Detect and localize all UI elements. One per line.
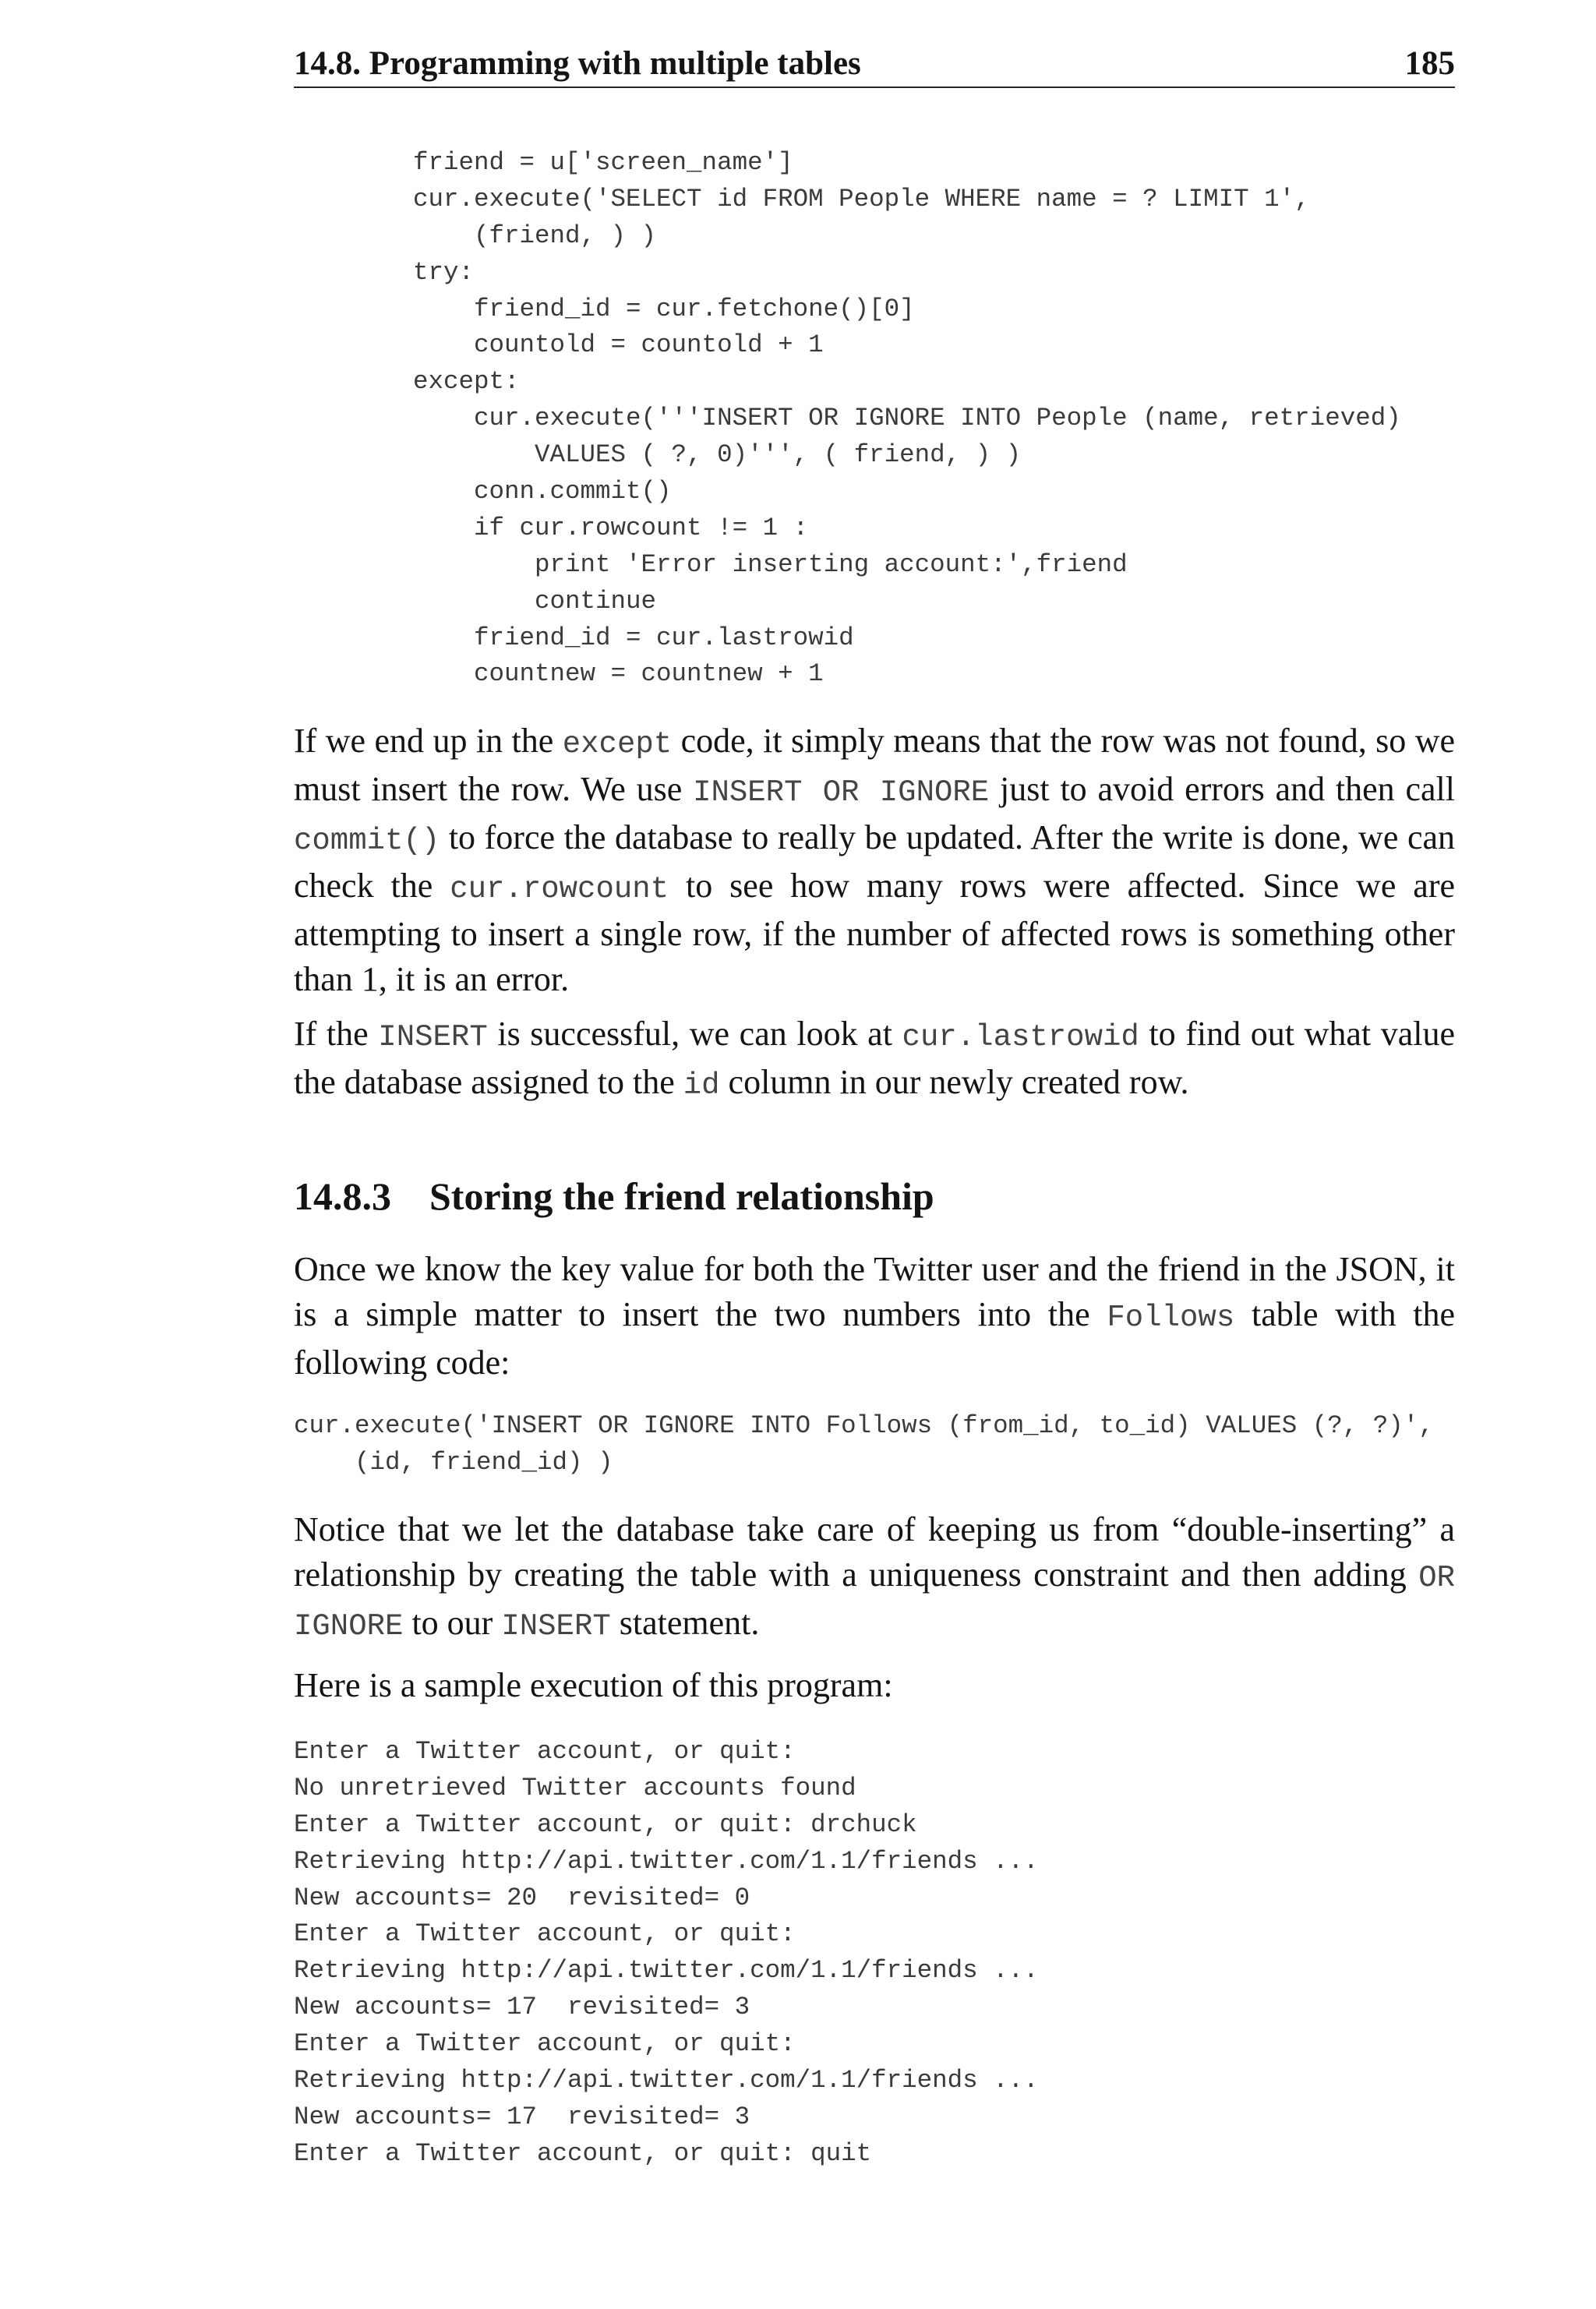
text-run: to force the database to really be updated. After the write is done, we can check the <box>294 818 1455 905</box>
output-line: Retrieving http://api.twitter.com/1.1/friends ... <box>294 1846 1039 1876</box>
text-run: to find out what value the database assigned to the <box>294 1015 1455 1101</box>
text-run: column in our newly created row. <box>719 1063 1189 1101</box>
code-line: except: <box>413 367 520 397</box>
output-line: Enter a Twitter account, or quit: drchuck <box>294 1809 917 1839</box>
code-block-friend-lookup <box>413 145 1401 693</box>
code-line: cur.execute('INSERT OR IGNORE INTO Follows (from_id, to_id) VALUES (?, ?)', <box>294 1411 1434 1440</box>
output-line: New accounts= 20 revisited= 0 <box>294 1883 750 1912</box>
output-line: Enter a Twitter account, or quit: <box>294 1737 796 1766</box>
code-line: (id, friend_id) ) <box>294 1447 613 1477</box>
inline-code: id <box>683 1068 720 1103</box>
code-line: friend = u['screen_name'] <box>413 148 793 177</box>
inline-code: INSERT OR IGNORE <box>693 775 990 810</box>
text-run: just to avoid errors and then call <box>989 770 1456 808</box>
text-run: to our <box>403 1604 502 1642</box>
paragraph-except-explanation <box>294 718 1455 1002</box>
section-heading-number: 14.8.3 <box>294 1174 391 1218</box>
text-run: statement. <box>610 1604 760 1642</box>
code-line: cur.execute('''INSERT OR IGNORE INTO People (name, retrieved) <box>413 404 1401 433</box>
section-heading <box>294 1169 934 1223</box>
text-run: Notice that we let the database take care of keeping us from “double-inserting” a relationship by creating the table with a uniqueness constraint and then adding <box>294 1510 1455 1594</box>
inline-code: except <box>562 727 673 761</box>
page-number: 185 <box>1404 45 1455 82</box>
inline-code: Follows <box>1107 1301 1235 1335</box>
text-run: Here is a sample execution of this program: <box>294 1666 893 1704</box>
text-run: If we end up in the <box>294 722 563 760</box>
code-line: countnew = countnew + 1 <box>413 659 824 689</box>
code-line: VALUES ( ?, 0)''', ( friend, ) ) <box>413 440 1022 470</box>
inline-code: OR IGNORE <box>294 1561 1455 1643</box>
header-rule <box>294 86 1455 88</box>
inline-code: INSERT <box>378 1020 488 1054</box>
code-line: (friend, ) ) <box>413 221 657 250</box>
code-line: try: <box>413 257 475 287</box>
output-line: New accounts= 17 revisited= 3 <box>294 1993 750 2022</box>
output-line: Enter a Twitter account, or quit: <box>294 1919 796 1949</box>
paragraph-double-insert <box>294 1507 1455 1649</box>
output-line: No unretrieved Twitter accounts found <box>294 1773 856 1802</box>
output-line: Retrieving http://api.twitter.com/1.1/friends ... <box>294 2066 1039 2095</box>
code-line: print 'Error inserting account:',friend <box>413 549 1128 579</box>
output-line: New accounts= 17 revisited= 3 <box>294 2102 750 2131</box>
inline-code: cur.rowcount <box>450 872 669 906</box>
paragraph-sample-execution <box>294 1663 1455 1708</box>
code-line: friend_id = cur.fetchone()[0] <box>413 294 915 323</box>
running-header-section-title: 14.8. Programming with multiple tables <box>294 45 861 82</box>
running-header <box>294 39 1455 89</box>
code-line: continue <box>413 586 657 616</box>
code-line: if cur.rowcount != 1 : <box>413 513 809 542</box>
section-heading-title: Storing the friend relationship <box>429 1174 934 1218</box>
paragraph-follows-intro <box>294 1247 1455 1386</box>
code-line: countold = countold + 1 <box>413 330 824 360</box>
text-run: code, it simply means that the row was not found, so we must insert the row. We use <box>294 722 1455 808</box>
output-line: Retrieving http://api.twitter.com/1.1/friends ... <box>294 1956 1039 1986</box>
code-line: friend_id = cur.lastrowid <box>413 623 854 652</box>
inline-code: commit() <box>294 824 440 858</box>
text-run: Once we know the key value for both the Twitter user and the friend in the JSON, it is a simple matter to insert the two numbers into the <box>294 1250 1455 1333</box>
text-run: table with the following code: <box>294 1295 1455 1382</box>
text-run: is successful, we can look at <box>487 1015 902 1053</box>
output-line: Enter a Twitter account, or quit: quit <box>294 2138 872 2168</box>
code-line: cur.execute('SELECT id FROM People WHERE name = ? LIMIT 1', <box>413 184 1310 214</box>
text-run: to see how many rows were affected. Since we are attempting to insert a single row, if the number of affected rows is something other than 1, it is an error. <box>294 867 1456 998</box>
code-block-insert-follows <box>294 1408 1434 1481</box>
inline-code: INSERT <box>501 1609 611 1643</box>
text-run: If the <box>294 1015 379 1053</box>
output-line: Enter a Twitter account, or quit: <box>294 2029 796 2059</box>
paragraph-lastrowid <box>294 1012 1455 1108</box>
program-output-block <box>294 1734 1039 2173</box>
code-line: conn.commit() <box>413 477 672 507</box>
inline-code: cur.lastrowid <box>902 1020 1139 1054</box>
